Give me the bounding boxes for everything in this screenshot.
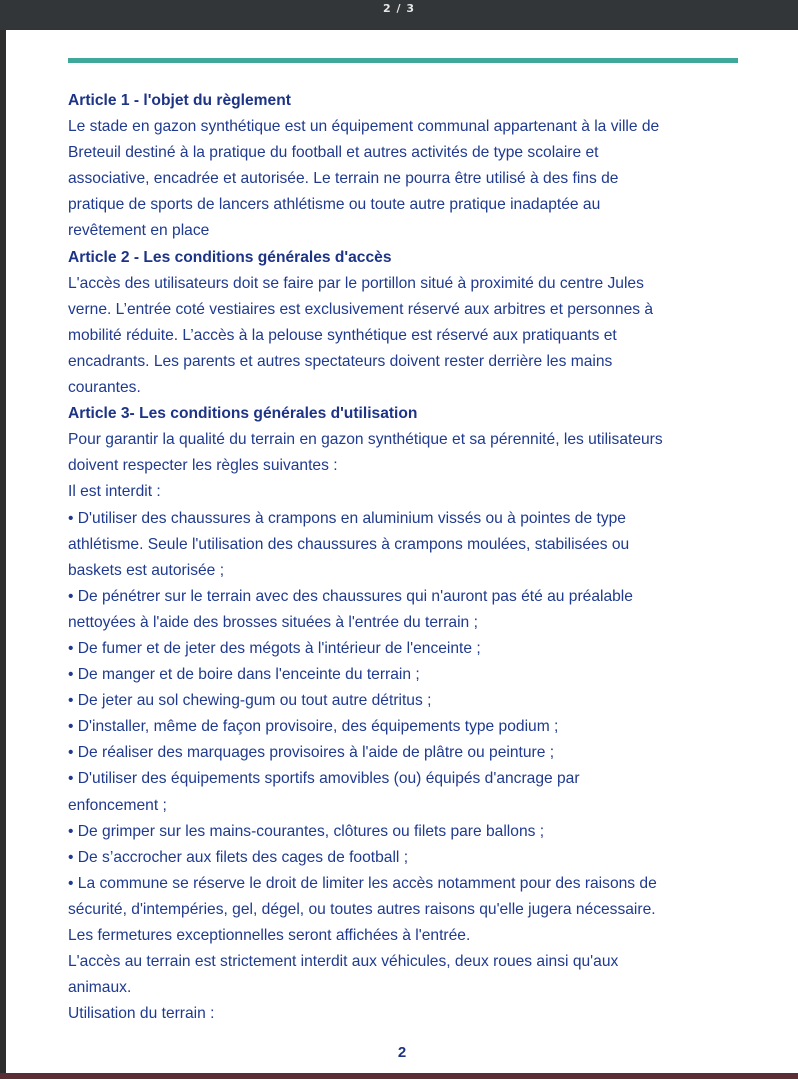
paragraph-line: revêtement en place	[68, 222, 210, 240]
paragraph-line: • D'utiliser des équipements sportifs amovibles (ou) équipés d'ancrage par	[68, 770, 580, 788]
article-heading: Article 3- Les conditions générales d'utilisation	[68, 405, 418, 423]
paragraph-line: associative, encadrée et autorisée. Le terrain ne pourra être utilisé à des fins de	[68, 170, 619, 188]
paragraph-line: • De fumer et de jeter des mégots à l'intérieur de l'enceinte ;	[68, 639, 481, 657]
paragraph-line: • De réaliser des marquages provisoires à l'aide de plâtre ou peinture ;	[68, 744, 555, 762]
paragraph-line: Pour garantir la qualité du terrain en gazon synthétique et sa pérennité, les utilisateurs	[68, 431, 663, 449]
paragraph-line: Les fermetures exceptionnelles seront affichées à l'entrée.	[68, 927, 471, 944]
paragraph-line: mobilité réduite. L’accès à la pelouse synthétique est réservé aux pratiquants et	[68, 326, 617, 344]
article-heading: Article 2 - Les conditions générales d'accès	[68, 248, 392, 266]
paragraph-line: Le stade en gazon synthétique est un équipement communal appartenant à la ville de	[68, 118, 660, 136]
paragraph-line: doivent respecter les règles suivantes :	[68, 457, 338, 475]
paragraph-line: • De s’accrocher aux filets des cages de football ;	[68, 848, 409, 866]
paragraph-line: Utilisation du terrain :	[68, 1005, 215, 1023]
paragraph-line: nettoyées à l'aide des brosses situées à l'entrée du terrain ;	[68, 613, 478, 631]
paragraph-line: Breteuil destiné à la pratique du football et autres activités de type scolaire et	[68, 144, 599, 162]
paragraph-line: L'accès au terrain est strictement interdit aux véhicules, deux roues ainsi qu'aux	[68, 953, 619, 971]
paragraph-line: athlétisme. Seule l'utilisation des chaussures à crampons moulées, stabilisées ou	[68, 535, 630, 553]
paragraph-line: • De jeter au sol chewing-gum ou tout autre détritus ;	[68, 692, 432, 710]
paragraph-line: • De pénétrer sur le terrain avec des chaussures qui n'auront pas été au préalable	[68, 587, 633, 605]
paragraph-line: courantes.	[68, 379, 141, 397]
page-counter: 2 / 3	[383, 2, 415, 15]
paragraph-line: enfoncement ;	[68, 796, 167, 814]
header-rule	[68, 58, 738, 63]
paragraph-line: • D'installer, même de façon provisoire, des équipements type podium ;	[68, 718, 559, 736]
viewer-toolbar	[0, 0, 798, 30]
paragraph-line: sécurité, d'intempéries, gel, dégel, ou toutes autres raisons qu'elle jugera nécessaire.	[68, 900, 656, 918]
paragraph-line: • La commune se réserve le droit de limiter les accès notamment pour des raisons de	[68, 874, 657, 892]
paragraph-line: L'accès des utilisateurs doit se faire par le portillon situé à proximité du centre Jules	[68, 274, 644, 292]
viewer-bottom-edge	[0, 1073, 798, 1079]
paragraph-line: animaux.	[68, 979, 132, 997]
paragraph-line: • D'utiliser des chaussures à crampons en aluminium vissés ou à pointes de type	[68, 509, 626, 527]
page-number: 2	[397, 1044, 407, 1061]
paragraph-line: encadrants. Les parents et autres spectateurs doivent rester derrière les mains	[68, 352, 613, 370]
paragraph-line: verne. L’entrée coté vestiaires est exclusivement réservé aux arbitres et personnes à	[68, 300, 654, 318]
paragraph-line: • De grimper sur les mains-courantes, clôtures ou filets pare ballons ;	[68, 822, 545, 840]
paragraph-line: • De manger et de boire dans l'enceinte du terrain ;	[68, 666, 420, 684]
document-page	[6, 30, 798, 1073]
document-content	[68, 88, 748, 1027]
paragraph-line: baskets est autorisée ;	[68, 561, 225, 579]
article-heading: Article 1 - l'objet du règlement	[68, 92, 291, 109]
paragraph-line: Il est interdit :	[68, 483, 161, 501]
paragraph-line: pratique de sports de lancers athlétisme ou toute autre pratique inadaptée au	[68, 196, 601, 214]
